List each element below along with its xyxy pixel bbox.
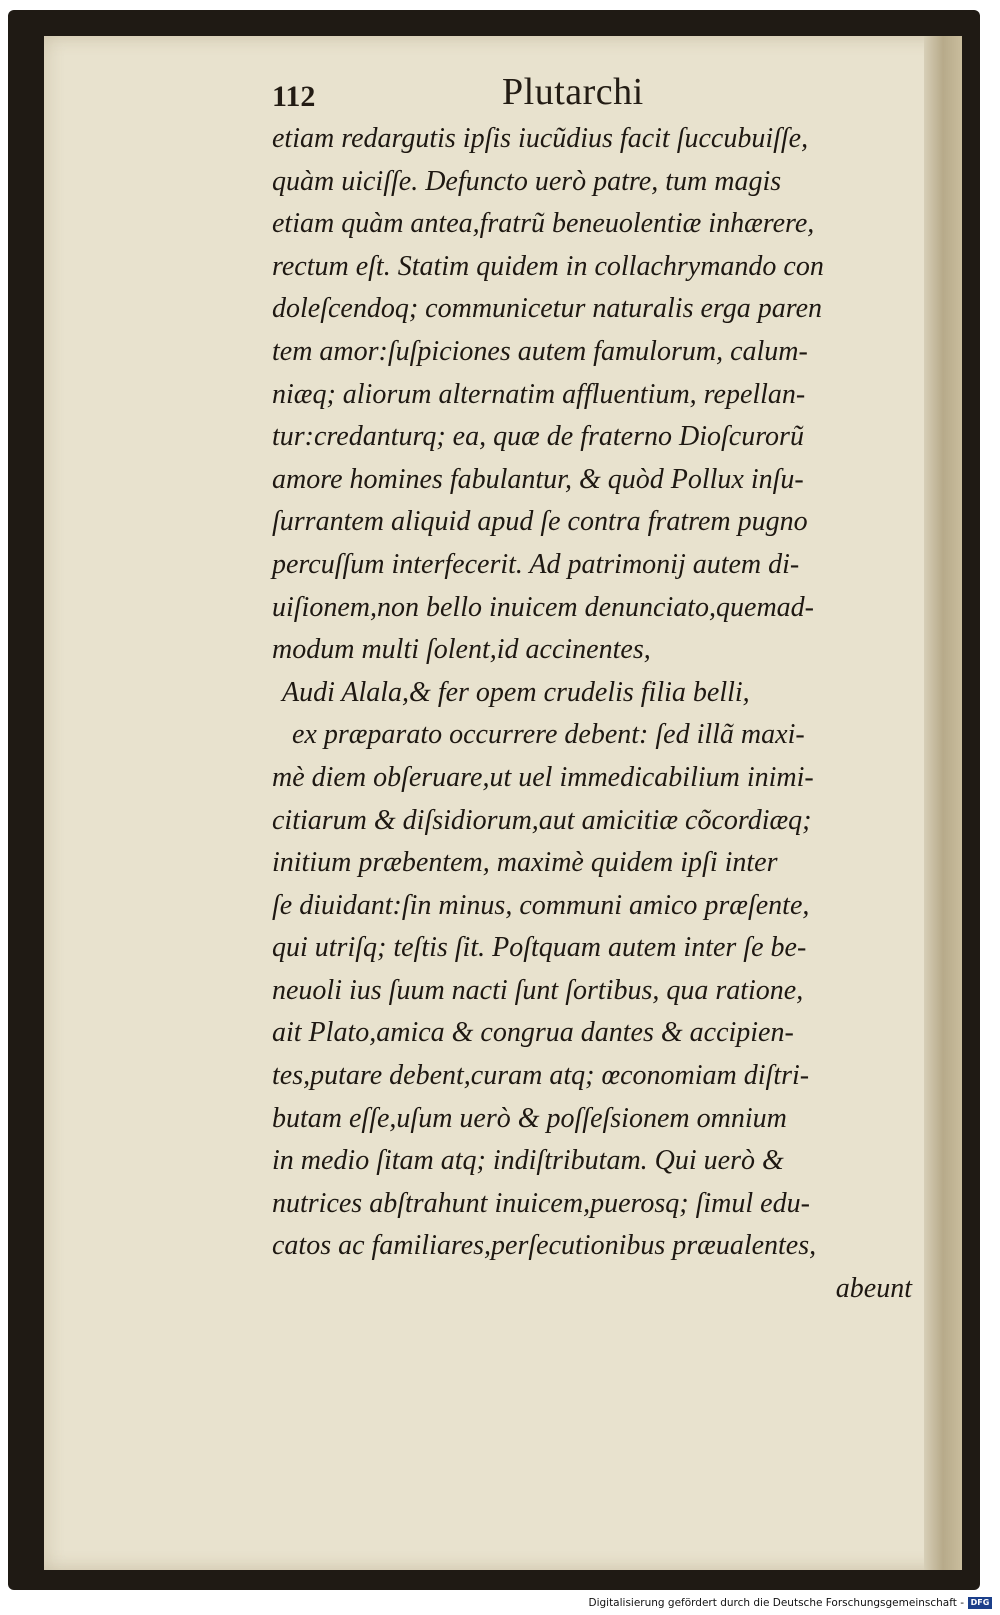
page-headline: Plutarchi <box>502 71 644 113</box>
text-line: quàm uiciſſe. Defuncto uerò patre, tum magis <box>272 165 782 197</box>
text-line: initium præbentem, maximè quidem ipſi inter <box>272 847 778 879</box>
text-line: in medio ſitam atq; indiſtributam. Qui uerò & <box>272 1145 784 1177</box>
text-line: niæq; aliorum alternatim affluentium, repellan- <box>272 378 806 410</box>
text-line: ait Plato,amica & congrua dantes & accipien- <box>272 1017 794 1049</box>
text-line: tur:credanturq; ea, quæ de fraterno Dioſcurorũ <box>272 421 804 453</box>
text-line: etiam quàm antea,fratrũ beneuolentiæ inhærere, <box>272 208 815 240</box>
text-line: citiarum & diſsidiorum,aut amicitiæ cõcordiæq; <box>272 804 812 836</box>
text-line: amore homines fabulantur, & quòd Pollux inſu- <box>272 463 804 495</box>
text-line: doleſcendoq; communicetur naturalis erga paren <box>272 293 823 325</box>
funding-footer <box>588 1595 992 1611</box>
dfg-logo-icon: DFG <box>968 1597 992 1609</box>
text-line: mè diem obſeruare,ut uel immedicabilium inimi- <box>272 761 814 793</box>
text-line: uiſionem,non bello inuicem denunciato,quemad- <box>272 591 814 623</box>
text-line: percuſſum interfecerit. Ad patrimonij autem di- <box>272 548 800 580</box>
text-line: neuoli ius ſuum nacti ſunt ſortibus, qua ratione, <box>272 974 804 1006</box>
catchword: abeunt <box>835 1273 912 1305</box>
funding-note: Digitalisierung gefördert durch die Deutsche Forschungsgemeinschaft - <box>588 1597 964 1609</box>
text-line: ex præparato occurrere debent: ſed illã maxi- <box>292 719 805 751</box>
text-line: butam eſſe,uſum uerò & poſſeſsionem omnium <box>272 1102 787 1134</box>
text-line: nutrices abſtrahunt inuicem,puerosq; ſimul edu- <box>272 1187 810 1219</box>
text-line: catos ac familiares,perſecutionibus præualentes, <box>272 1230 817 1262</box>
text-line: etiam redargutis ipſis iucũdius facit ſuccubuiſſe, <box>272 123 809 154</box>
text-line: modum multi ſolent,id accinentes, <box>272 634 651 666</box>
text-line: ſurrantem aliquid apud ſe contra fratrem pugno <box>272 506 808 538</box>
text-line: ſe diuidant:ſin minus, communi amico præſente, <box>272 889 810 921</box>
text-block <box>272 118 912 1311</box>
text-line: qui utriſq; teſtis ſit. Poſtquam autem inter ſe be- <box>272 932 807 964</box>
verse-line: Audi Alala,& fer opem crudelis filia belli, <box>282 676 750 708</box>
page-fore-edge <box>924 36 962 1570</box>
page-number: 112 <box>272 80 316 113</box>
text-line: tem amor:ſuſpiciones autem famulorum, calum- <box>272 335 808 367</box>
text-line: rectum eſt. Statim quidem in collachrymando con <box>272 250 824 282</box>
text-line: tes,putare debent,curam atq; œconomiam diſtri- <box>272 1060 810 1092</box>
